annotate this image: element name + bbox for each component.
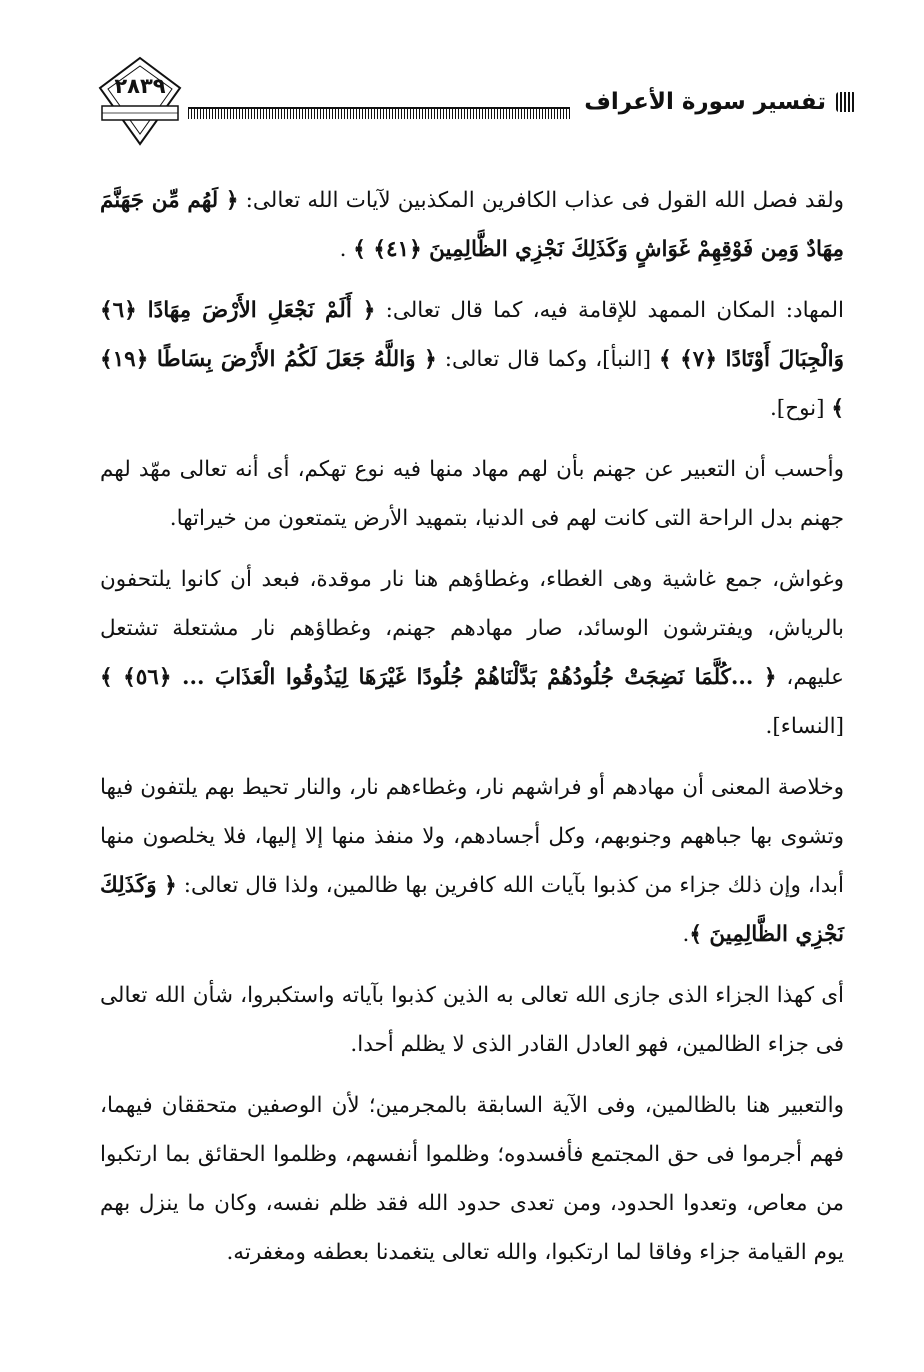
body-text: وغواش، جمع غاشية وهى الغطاء، وغطاؤهم هنا نار موقدة، فبعد أن كانوا يلتحفون بالرياش، ويفترشون الوسائد، صار مهادهم جهنم، وغطاؤهم نار مشتعلة تشتعل عليهم، — [100, 567, 844, 690]
body-text: أى كهذا الجزاء الذى جازى الله تعالى به الذين كذبوا بآياته واستكبروا، شأن الله تعالى فى جزاء الظالمين، فهو العادل القادر الذى لا يظلم أحدا. — [100, 983, 844, 1057]
page-number-badge — [96, 54, 184, 150]
main-text — [100, 176, 844, 1289]
body-text: وخلاصة المعنى أن مهادهم أو فراشهم نار، وغطاءهم نار، والنار تحيط بهم يلتفون فيها وتشوى بها جباههم وجنوبهم، وكل أجسادهم، ولا منفذ منها إلا إليها، فلا يخلصون منها أبدا، وإن ذلك جزاء من كذبوا بآيات الله كافرين بها ظالمين، ولذا قال تعالى: — [100, 775, 844, 898]
header-ornament-icon — [836, 92, 856, 112]
body-text: [النبأ]، وكما قال تعالى: — [436, 347, 659, 372]
paragraph — [100, 286, 844, 433]
paragraph — [100, 445, 844, 543]
paragraph — [100, 971, 844, 1069]
quran-verse: ﴿ ...كُلَّمَا نَضِجَتْ جُلُودُهُمْ بَدَّلْنَاهُمْ جُلُودًا غَيْرَهَا لِيَذُوقُوا الْعَذَابَ ... ﴿٥٦﴾ ﴾ — [100, 665, 777, 690]
paragraph — [100, 176, 844, 274]
paragraph — [100, 1081, 844, 1277]
paragraph — [100, 763, 844, 959]
body-text: المهاد: المكان الممهد للإقامة فيه، كما قال تعالى: — [375, 298, 845, 323]
body-text: ولقد فصل الله القول فى عذاب الكافرين المكذبين لآيات الله تعالى: — [238, 188, 845, 213]
body-text: والتعبير هنا بالظالمين، وفى الآية السابقة بالمجرمين؛ لأن الوصفين متحققان فيهما، فهم أجرموا فى حق المجتمع فأفسدوه؛ وظلموا أنفسهم، وظلموا الحقائق بما ارتكبوا من معاص، وتعدوا الحدود، ومن تعدى حدود الله فقد ظلم نفسه، وكان ما ينزل بهم يوم القيامة جزاء وفاقا لما ارتكبوا، والله تعالى يتغمدنا بعطفه ومغفرته. — [100, 1093, 844, 1265]
body-text: [نوح]. — [769, 396, 832, 421]
body-text: . — [682, 922, 690, 947]
quran-verse: ﴿ لَهُم مِّن جَهَنَّمَ مِهَادٌ وَمِن فَوْقِهِمْ غَوَاشٍ وَكَذَلِكَ نَجْزِي الظَّالِمِينَ ﴿٤١﴾ ﴾ — [100, 188, 844, 262]
body-text: . — [339, 237, 354, 262]
page-number: ٢٨٣٩ — [114, 74, 166, 98]
header-rule — [188, 107, 570, 119]
quran-verse: ﴿ وَاللَّهُ جَعَلَ لَكُمُ الأَرْضَ بِسَاطًا ﴿١٩﴾ ﴾ — [100, 347, 844, 421]
quran-verse: ﴿ أَلَمْ نَجْعَلِ الأَرْضَ مِهَادًا ﴿٦﴾ وَالْجِبَالَ أَوْتَادًا ﴿٧﴾ ﴾ — [100, 298, 845, 372]
diamond-frame-icon — [96, 54, 184, 150]
body-text: [النساء]. — [765, 714, 844, 739]
paragraph — [100, 555, 844, 751]
running-title: تفسير سورة الأعراف — [584, 89, 826, 115]
quran-verse: ﴿ وَكَذَلِكَ نَجْزِي الظَّالِمِينَ ﴾ — [100, 873, 844, 947]
body-text: وأحسب أن التعبير عن جهنم بأن لهم مهاد منها فيه نوع تهكم، أى أنه تعالى مهّد لهم جهنم بدل الراحة التى كانت لهم فى الدنيا، بتمهيد الأرض يتمتعون من خيراتها. — [100, 457, 844, 531]
page-header — [96, 72, 856, 132]
